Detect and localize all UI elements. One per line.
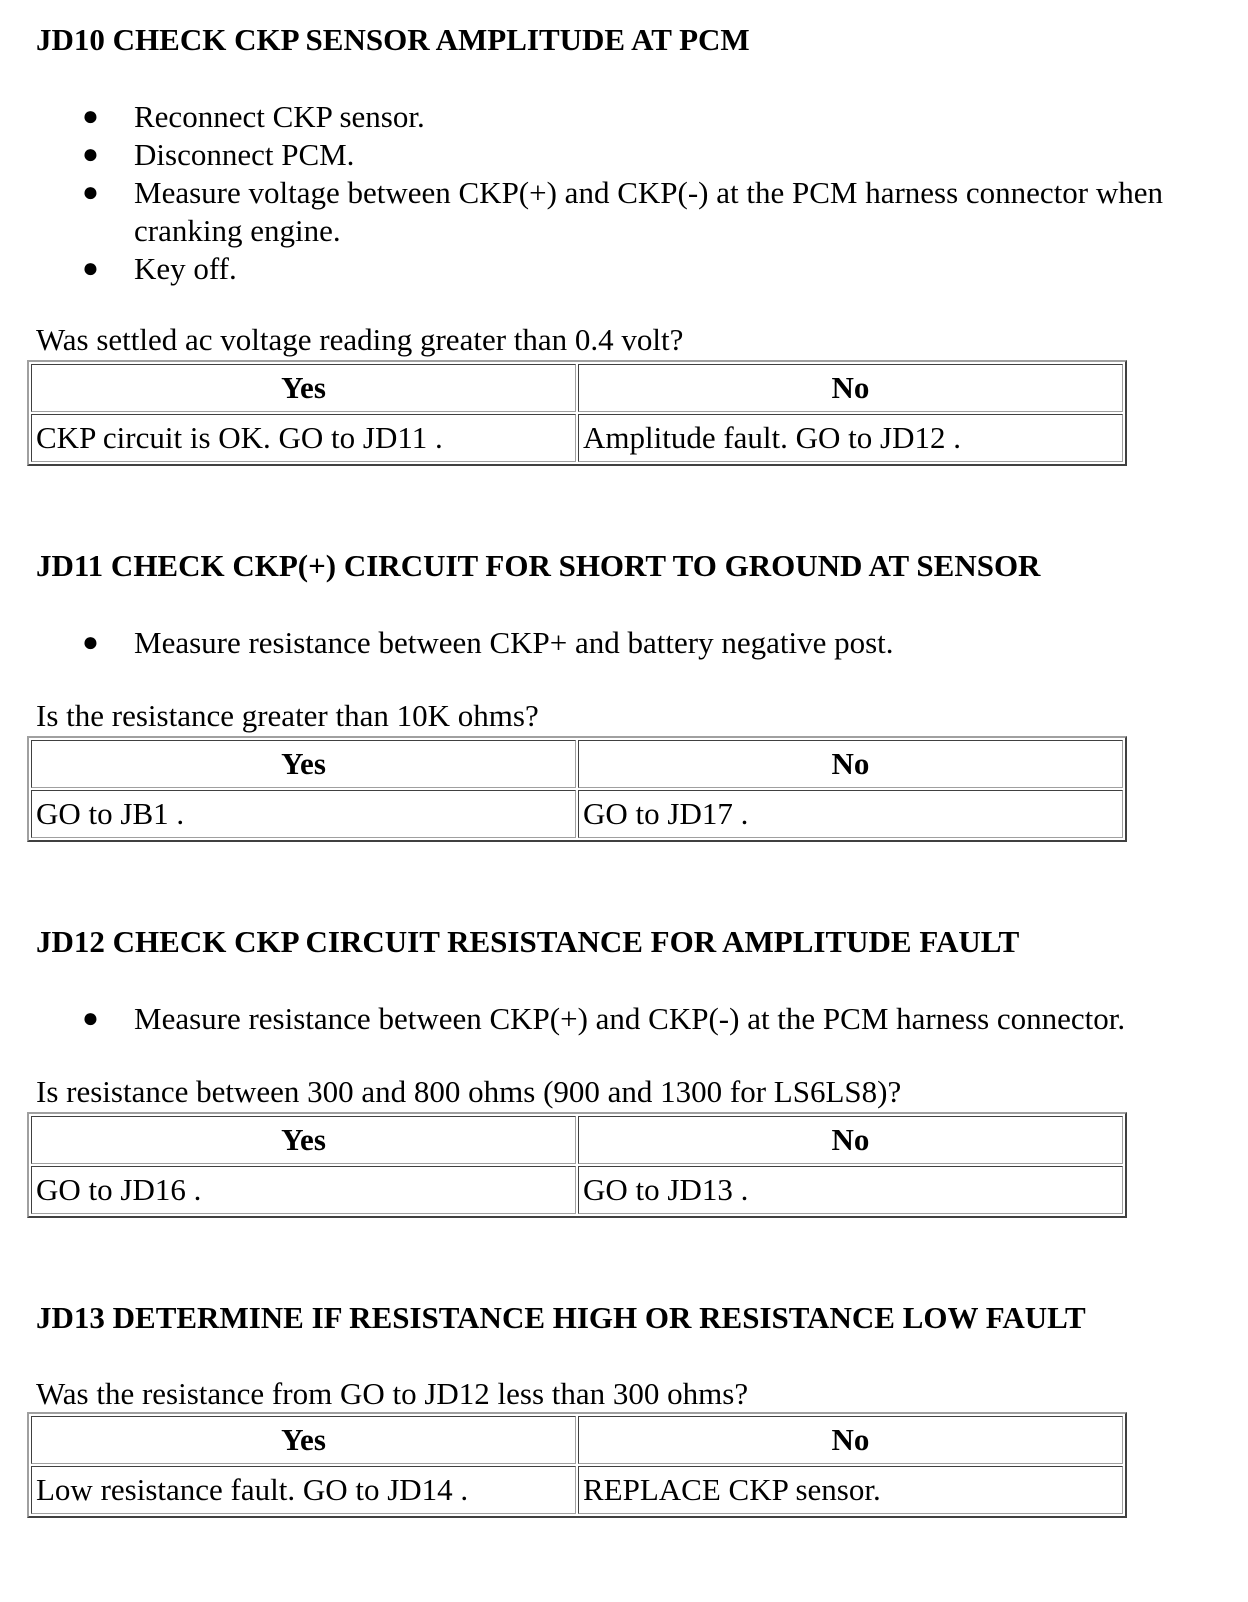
list-item: ● Measure resistance between CKP+ and battery negative post. bbox=[82, 625, 894, 660]
answer-table bbox=[27, 1412, 1127, 1518]
section-jd13 bbox=[36, 1300, 1236, 1507]
bullet-icon: ● bbox=[82, 139, 99, 170]
section-jd11 bbox=[36, 548, 1236, 831]
section-heading: JD13 DETERMINE IF RESISTANCE HIGH OR RESISTANCE LOW FAULT bbox=[36, 1300, 1086, 1335]
yes-header: Yes bbox=[31, 1416, 576, 1464]
section-jd12 bbox=[36, 924, 1236, 1207]
section-jd10 bbox=[36, 22, 1236, 455]
list-item: ● Key off. bbox=[82, 251, 237, 286]
no-cell: GO to JD17 . bbox=[578, 790, 1123, 838]
no-cell: REPLACE CKP sensor. bbox=[578, 1466, 1123, 1514]
yes-cell: GO to JD16 . bbox=[31, 1166, 576, 1214]
no-header: No bbox=[578, 1416, 1123, 1464]
list-item: ● Reconnect CKP sensor. bbox=[82, 99, 425, 134]
bullet-icon: ● bbox=[82, 1003, 99, 1034]
no-header: No bbox=[578, 1116, 1123, 1164]
bullet-icon: ● bbox=[82, 627, 99, 658]
bullet-icon: ● bbox=[82, 101, 99, 132]
yes-header: Yes bbox=[31, 364, 576, 412]
step-list bbox=[36, 624, 1236, 662]
no-cell: Amplitude fault. GO to JD12 . bbox=[578, 414, 1123, 462]
question: Was settled ac voltage reading greater than 0.4 volt? bbox=[36, 322, 684, 357]
question: Is resistance between 300 and 800 ohms (900 and 1300 for LS6LS8)? bbox=[36, 1074, 902, 1109]
list-item: ● Measure voltage between CKP(+) and CKP(-) at the PCM harness connector when cranking engine. bbox=[82, 175, 1164, 248]
answer-table bbox=[27, 1112, 1127, 1218]
question: Was the resistance from GO to JD12 less than 300 ohms? bbox=[36, 1376, 749, 1411]
bullet-icon: ● bbox=[82, 253, 99, 284]
section-heading: JD12 CHECK CKP CIRCUIT RESISTANCE FOR AMPLITUDE FAULT bbox=[36, 924, 1020, 959]
step-list bbox=[36, 98, 1236, 288]
list-item: ● Measure resistance between CKP(+) and CKP(-) at the PCM harness connector. bbox=[82, 1001, 1126, 1036]
yes-header: Yes bbox=[31, 1116, 576, 1164]
bullet-icon: ● bbox=[82, 177, 99, 208]
no-header: No bbox=[578, 364, 1123, 412]
question: Is the resistance greater than 10K ohms? bbox=[36, 698, 539, 733]
yes-header: Yes bbox=[31, 740, 576, 788]
yes-cell: GO to JB1 . bbox=[31, 790, 576, 838]
list-item: ● Disconnect PCM. bbox=[82, 137, 355, 172]
step-list bbox=[36, 1000, 1236, 1038]
answer-table bbox=[27, 360, 1127, 466]
section-heading: JD10 CHECK CKP SENSOR AMPLITUDE AT PCM bbox=[36, 22, 750, 57]
yes-cell: Low resistance fault. GO to JD14 . bbox=[31, 1466, 576, 1514]
yes-cell: CKP circuit is OK. GO to JD11 . bbox=[31, 414, 576, 462]
no-header: No bbox=[578, 740, 1123, 788]
answer-table bbox=[27, 736, 1127, 842]
no-cell: GO to JD13 . bbox=[578, 1166, 1123, 1214]
section-heading: JD11 CHECK CKP(+) CIRCUIT FOR SHORT TO GROUND AT SENSOR bbox=[36, 548, 1041, 583]
